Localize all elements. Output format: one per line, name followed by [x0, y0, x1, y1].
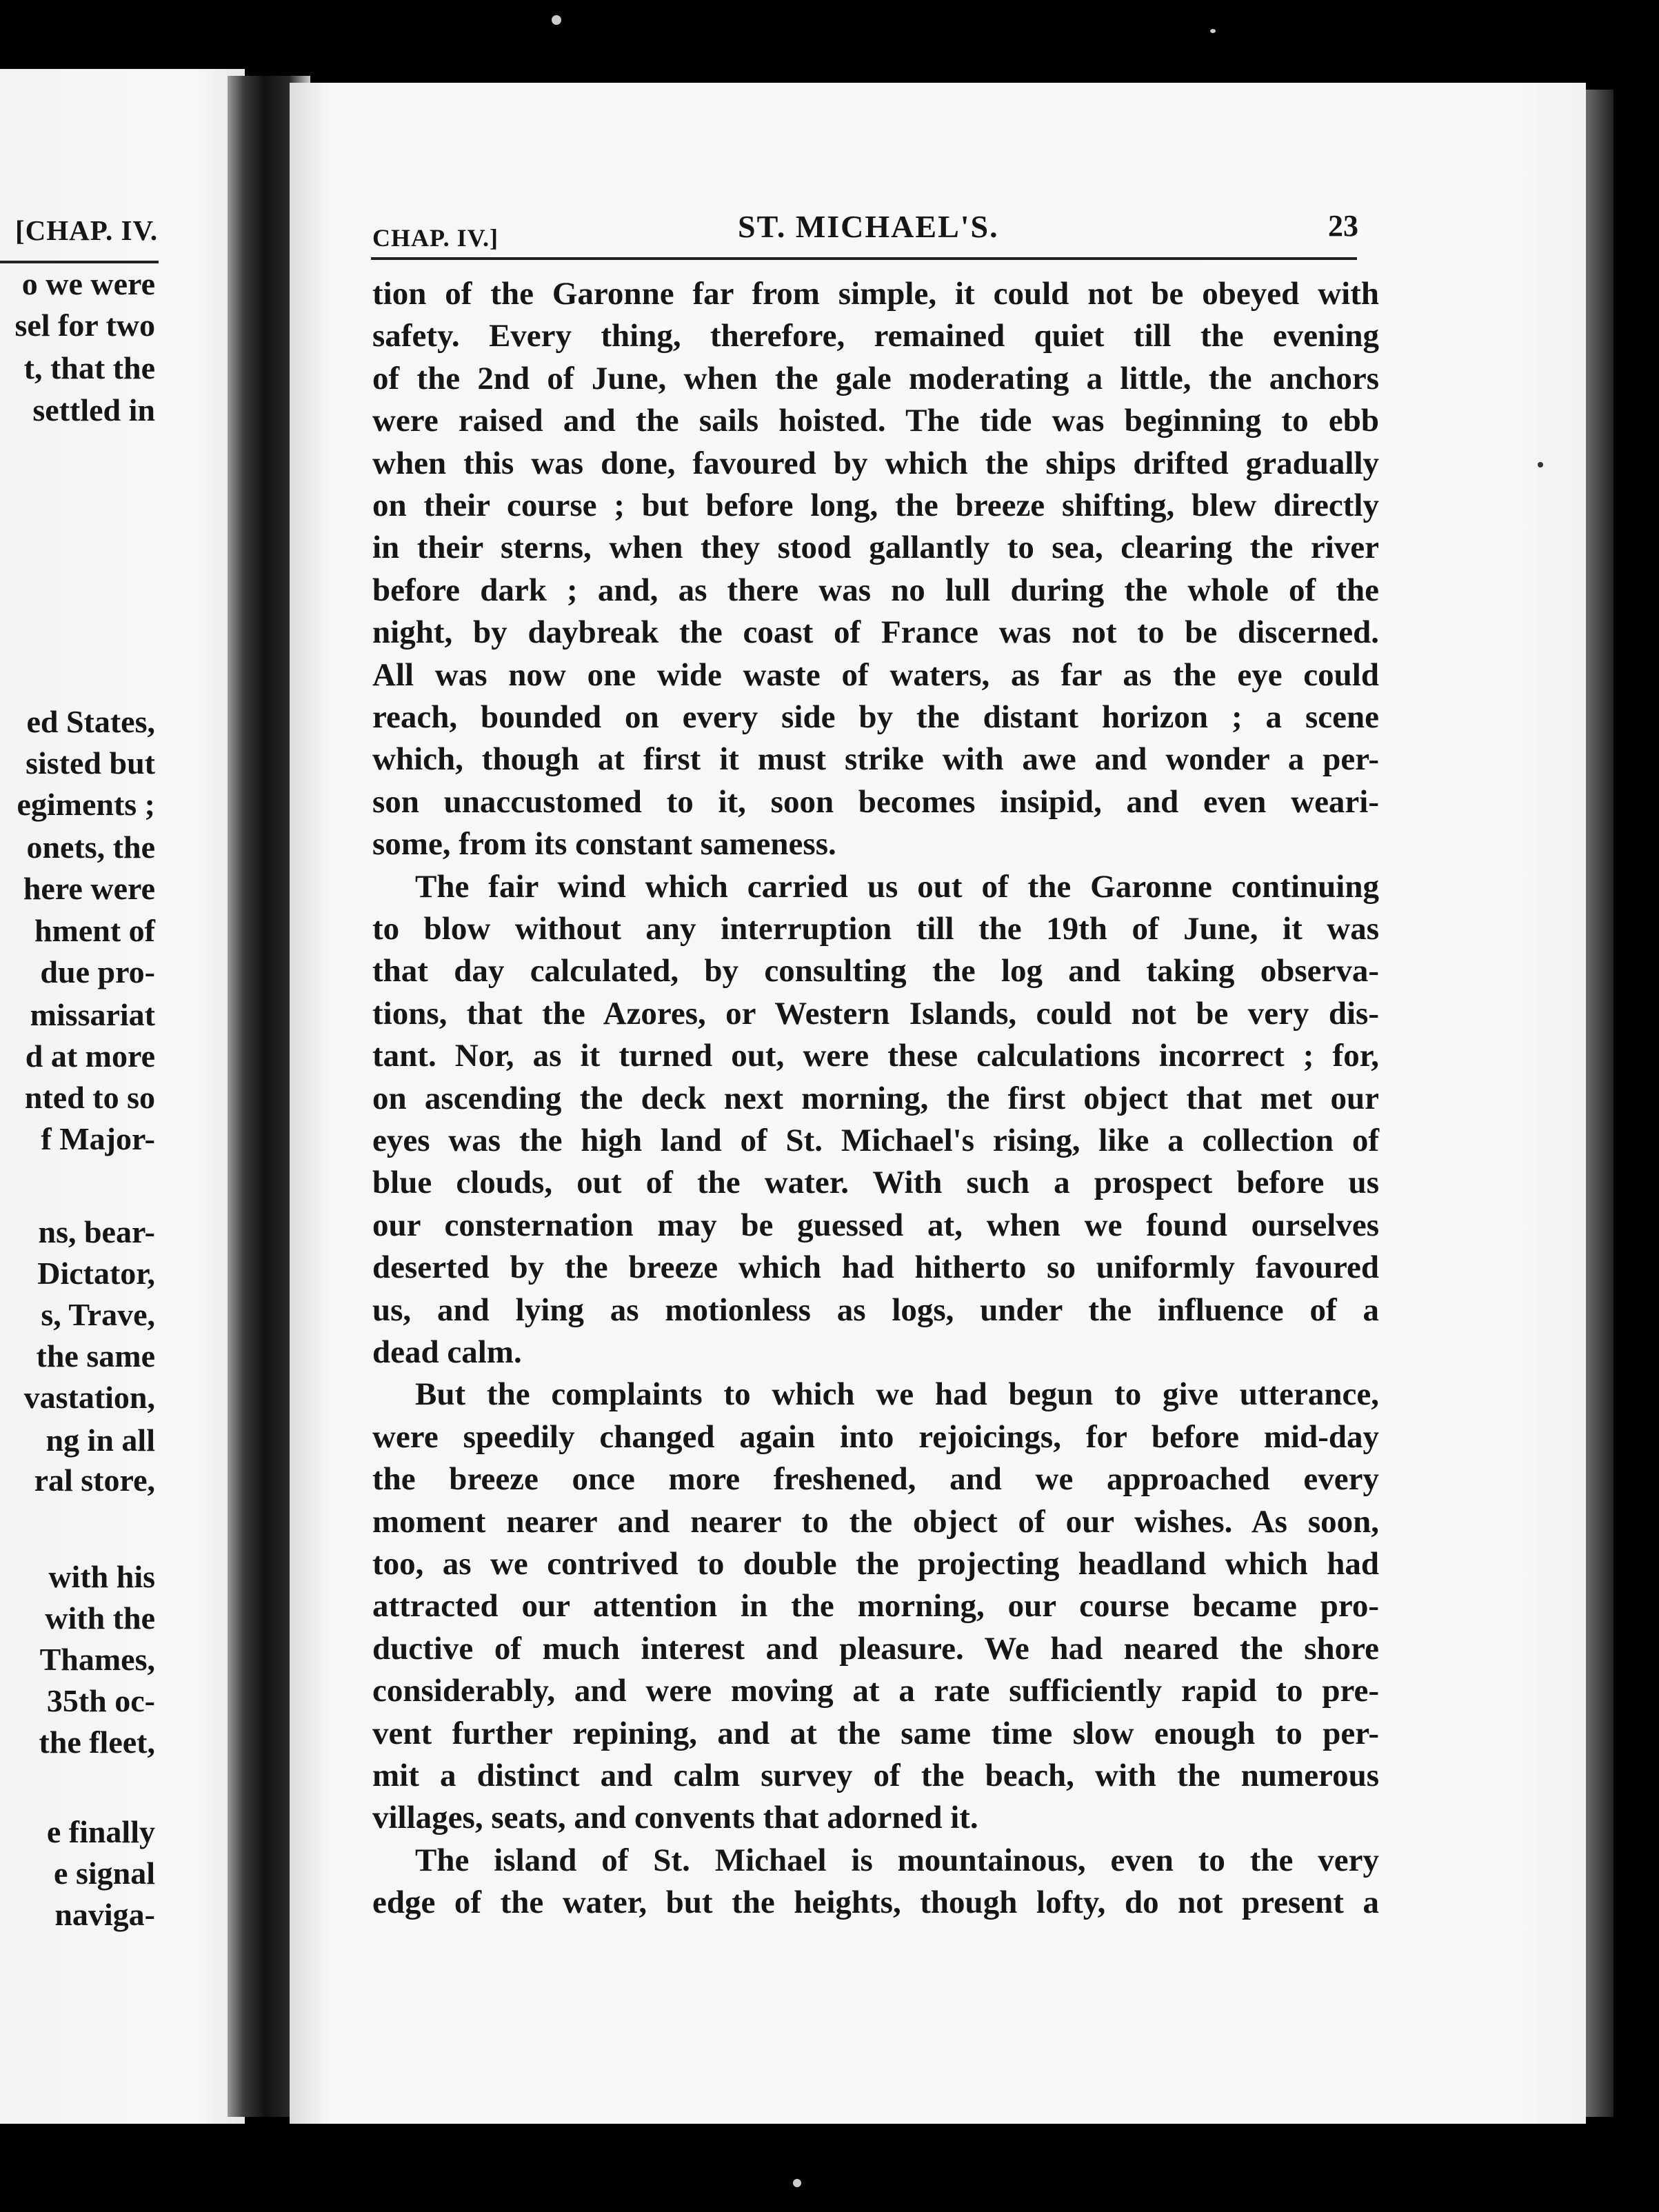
- left-text-line: o we were: [21, 266, 155, 301]
- text-line: which, though at first it must strike with awe and wonder a per-: [372, 741, 1379, 777]
- text-line: on their course ; but before long, the breeze shifting, blew directly: [372, 487, 1379, 523]
- text-line: deserted by the breeze which had hitherto so uniformly favoured: [372, 1249, 1379, 1285]
- text-line: on ascending the deck next morning, the first object that met our: [372, 1080, 1379, 1116]
- left-text-line: the fleet,: [39, 1725, 155, 1760]
- text-line: The island of St. Michael is mountainous, even to the very: [415, 1842, 1379, 1878]
- text-line: safety. Every thing, therefore, remained quiet till the evening: [372, 318, 1379, 354]
- left-text-line: sel for two: [14, 308, 155, 343]
- running-title: ST. MICHAEL'S.: [738, 209, 999, 244]
- left-text-line: e finally: [46, 1814, 155, 1849]
- left-page-header: [CHAP. IV.: [15, 214, 159, 246]
- text-line: night, by daybreak the coast of France was not to be discerned.: [372, 614, 1379, 650]
- left-text-line: ed States,: [26, 704, 155, 739]
- left-text-line: f Major-: [41, 1121, 155, 1156]
- left-text-line: missariat: [30, 997, 155, 1032]
- left-text-line: hment of: [34, 913, 155, 948]
- left-text-line: nted to so: [24, 1080, 155, 1115]
- left-text-line: naviga-: [54, 1897, 155, 1932]
- left-text-line: with the: [45, 1600, 155, 1636]
- left-text-line: onets, the: [26, 830, 155, 865]
- text-line: mit a distinct and calm survey of the beach, with the numerous: [372, 1758, 1379, 1793]
- text-line: tions, that the Azores, or Western Islands, could not be very dis-: [372, 996, 1379, 1032]
- scan-speck: [1538, 462, 1543, 467]
- left-text-line: ns, bear-: [38, 1214, 155, 1249]
- text-line: the breeze once more freshened, and we approached every: [372, 1461, 1379, 1497]
- text-line: The fair wind which carried us out of the Garonne continuing: [415, 869, 1379, 905]
- text-line: too, as we contrived to double the projecting headland which had: [372, 1546, 1379, 1582]
- left-text-line: s, Trave,: [41, 1297, 155, 1332]
- text-line: son unaccustomed to it, soon becomes insipid, and even weari-: [372, 784, 1379, 820]
- text-line: to blow without any interruption till the 19th of June, it was: [372, 911, 1379, 947]
- header-rule: [371, 257, 1357, 260]
- page-header: [372, 204, 1358, 252]
- scan-speck: [793, 2179, 801, 2187]
- left-text-line: here were: [23, 871, 155, 906]
- text-line: considerably, and were moving at a rate sufficiently rapid to pre-: [372, 1673, 1379, 1709]
- text-line: dead calm.: [372, 1334, 522, 1370]
- left-page: [0, 69, 245, 2124]
- left-text-line: e signal: [54, 1856, 155, 1891]
- left-text-line: ng in all: [46, 1422, 155, 1458]
- text-line: tant. Nor, as it turned out, were these calculations incorrect ; for,: [372, 1038, 1379, 1074]
- chapter-label: CHAP. IV.]: [372, 224, 499, 252]
- left-text-line: Dictator,: [37, 1256, 155, 1291]
- text-line: some, from its constant sameness.: [372, 826, 836, 862]
- text-line: villages, seats, and convents that adorned it.: [372, 1800, 978, 1836]
- left-text-line: ral store,: [34, 1462, 155, 1498]
- text-line: that day calculated, by consulting the log and taking observa-: [372, 953, 1379, 989]
- text-line: our consternation may be guessed at, when we found ourselves: [372, 1207, 1379, 1243]
- text-line: edge of the water, but the heights, though lofty, do not present a: [372, 1884, 1379, 1920]
- text-line: before dark ; and, as there was no lull during the whole of the: [372, 572, 1379, 608]
- left-text-line: t, that the: [23, 350, 155, 385]
- left-text-line: Thames,: [39, 1642, 155, 1677]
- text-line: reach, bounded on every side by the distant horizon ; a scene: [372, 699, 1379, 735]
- scan-speck: [1210, 29, 1216, 33]
- page-number: 23: [1328, 209, 1358, 243]
- text-line: attracted our attention in the morning, our course became pro-: [372, 1588, 1379, 1624]
- left-text-line: the same: [36, 1338, 155, 1374]
- left-header-rule: [0, 261, 159, 263]
- left-text-line: d at more: [25, 1038, 155, 1074]
- page-edge: [1586, 90, 1613, 2117]
- left-text-line: settled in: [32, 392, 155, 428]
- left-text-line: due pro-: [40, 954, 155, 989]
- text-line: vent further repining, and at the same time slow enough to per-: [372, 1716, 1379, 1751]
- text-line: were raised and the sails hoisted. The tide was beginning to ebb: [372, 403, 1379, 439]
- text-line: eyes was the high land of St. Michael's rising, like a collection of: [372, 1123, 1379, 1158]
- scan-speck: [552, 15, 561, 25]
- left-text-line: with his: [48, 1559, 155, 1594]
- text-line: moment nearer and nearer to the object of our wishes. As soon,: [372, 1504, 1379, 1540]
- text-line: of the 2nd of June, when the gale moderating a little, the anchors: [372, 361, 1379, 396]
- left-text-line: vastation,: [23, 1380, 155, 1415]
- text-line: us, and lying as motionless as logs, under the influence of a: [372, 1292, 1379, 1328]
- left-text-line: 35th oc-: [46, 1683, 155, 1718]
- text-line: blue clouds, out of the water. With such a prospect before us: [372, 1165, 1379, 1200]
- text-line: But the complaints to which we had begun to give utterance,: [415, 1376, 1379, 1412]
- text-line: ductive of much interest and pleasure. We had neared the shore: [372, 1631, 1379, 1667]
- text-line: tion of the Garonne far from simple, it could not be obeyed with: [372, 276, 1379, 312]
- text-line: in their sterns, when they stood gallantly to sea, clearing the river: [372, 530, 1379, 565]
- left-text-line: egiments ;: [17, 787, 155, 822]
- text-line: All was now one wide waste of waters, as far as the eye could: [372, 657, 1379, 693]
- text-line: were speedily changed again into rejoicings, for before mid-day: [372, 1419, 1379, 1455]
- text-line: when this was done, favoured by which the ships drifted gradually: [372, 445, 1379, 481]
- left-text-line: sisted but: [26, 745, 155, 781]
